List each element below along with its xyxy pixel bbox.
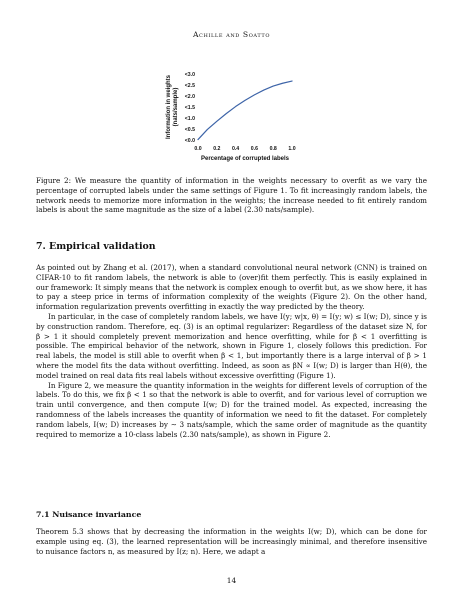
paragraph: In particular, in the case of completely random labels, we have I(y; w|x, θ) = I(y; w) ≤ I(w; D), since y is by construction random. Therefore, eq. (3) is an optimal regularizer: Regardless of the dataset size N, for β > 1 it should completely prevent memorization and hence overfitting, while for β < 1 overfitting is possible. The empirical behavior of the network, shown in Figure 1, closely follows this prediction. For real labels, the model is still able to overfit when β < 1, but importantly there is a large interval of β > 1 where the model fits the data without overfitting. Indeed, as soon as βN ∝ I(w; D) is larger than H(θ), the model trained on real data fits real labels without excessive overfitting (Figure 1). bbox=[36, 311, 427, 380]
y-tick-label: <0.0 bbox=[184, 138, 195, 144]
running-head: Achille and Soatto bbox=[192, 30, 271, 39]
page-number: 14 bbox=[226, 576, 237, 585]
y-tick-label: <1.5 bbox=[184, 105, 195, 111]
y-tick-label: <1.0 bbox=[184, 116, 195, 122]
x-axis-label: Percentage of corrupted labels bbox=[200, 156, 290, 162]
section-body bbox=[36, 263, 427, 439]
x-tick-label: 0.4 bbox=[231, 146, 240, 152]
caption-text: Figure 2: We measure the quantity of information in the weights necessary to overfit as we vary the percentage of corrupted labels under the same settings of Figure 1. To fit increasingly random labels, the network needs to memorize more information in the weights; the increase needed to fit entirely random labels is about the same magnitude as the size of a label (2.30 nats/sample). bbox=[36, 176, 427, 215]
y-tick-label: <2.0 bbox=[184, 94, 195, 100]
subsection-body bbox=[36, 527, 427, 556]
plot-area bbox=[166, 72, 296, 162]
figure-caption bbox=[36, 176, 427, 215]
y-axis-label-unit: (nats/sample) bbox=[173, 87, 179, 127]
x-tick-label: 1.0 bbox=[288, 146, 296, 152]
paragraph: Theorem 5.3 shows that by decreasing the information in the weights I(w; D), which can be done for example using eq. (3), the learned representation will be increasingly minimal, and therefore insensitive to nuisance factors n, as measured by I(z; n). Here, we adapt a bbox=[36, 527, 427, 556]
x-tick-label: 0.2 bbox=[213, 146, 221, 152]
y-tick-label: <2.5 bbox=[184, 83, 195, 89]
section-heading: 7. Empirical validation bbox=[36, 241, 156, 252]
x-tick-label: 0.0 bbox=[194, 146, 202, 152]
paragraph: As pointed out by Zhang et al. (2017), when a standard convolutional neural network (CNN) is trained on CIFAR-10 to fit random labels, the network is able to (over)fit them perfectly. This is easily explained in our framework: It simply means that the network is complex enough to overfit but, as we show here, it has to pay a steep price in terms of information complexity of the weights (Figure 2). On the other hand, information regularization prevents overfitting in exactly the way predicted by the theory. bbox=[36, 263, 427, 312]
x-tick-label: 0.6 bbox=[250, 146, 259, 152]
information-chart bbox=[152, 64, 312, 169]
series-line bbox=[198, 81, 292, 140]
y-tick-label: <0.5 bbox=[184, 127, 195, 133]
x-tick-label: 0.8 bbox=[269, 146, 277, 152]
paragraph: In Figure 2, we measure the quantity information in the weights for different levels of corruption of the labels. To do this, we fix β < 1 so that the network is able to overfit, and for various level of corruption we train until convergence, and then compute I(w; D) for the trained model. As expected, increasing the randomness of the labels increases the quantity of information we need to fit the dataset. For completely random labels, I(w; D) increases by ∼ 3 nats/sample, which the same order of magnitude as the quantity required to memorize a 10-class labels (2.30 nats/sample), as shown in Figure 2. bbox=[36, 380, 427, 439]
y-tick-label: <3.0 bbox=[184, 72, 195, 78]
y-axis-label: Information in weights bbox=[166, 75, 172, 139]
subsection-heading: 7.1 Nuisance invariance bbox=[36, 510, 142, 519]
